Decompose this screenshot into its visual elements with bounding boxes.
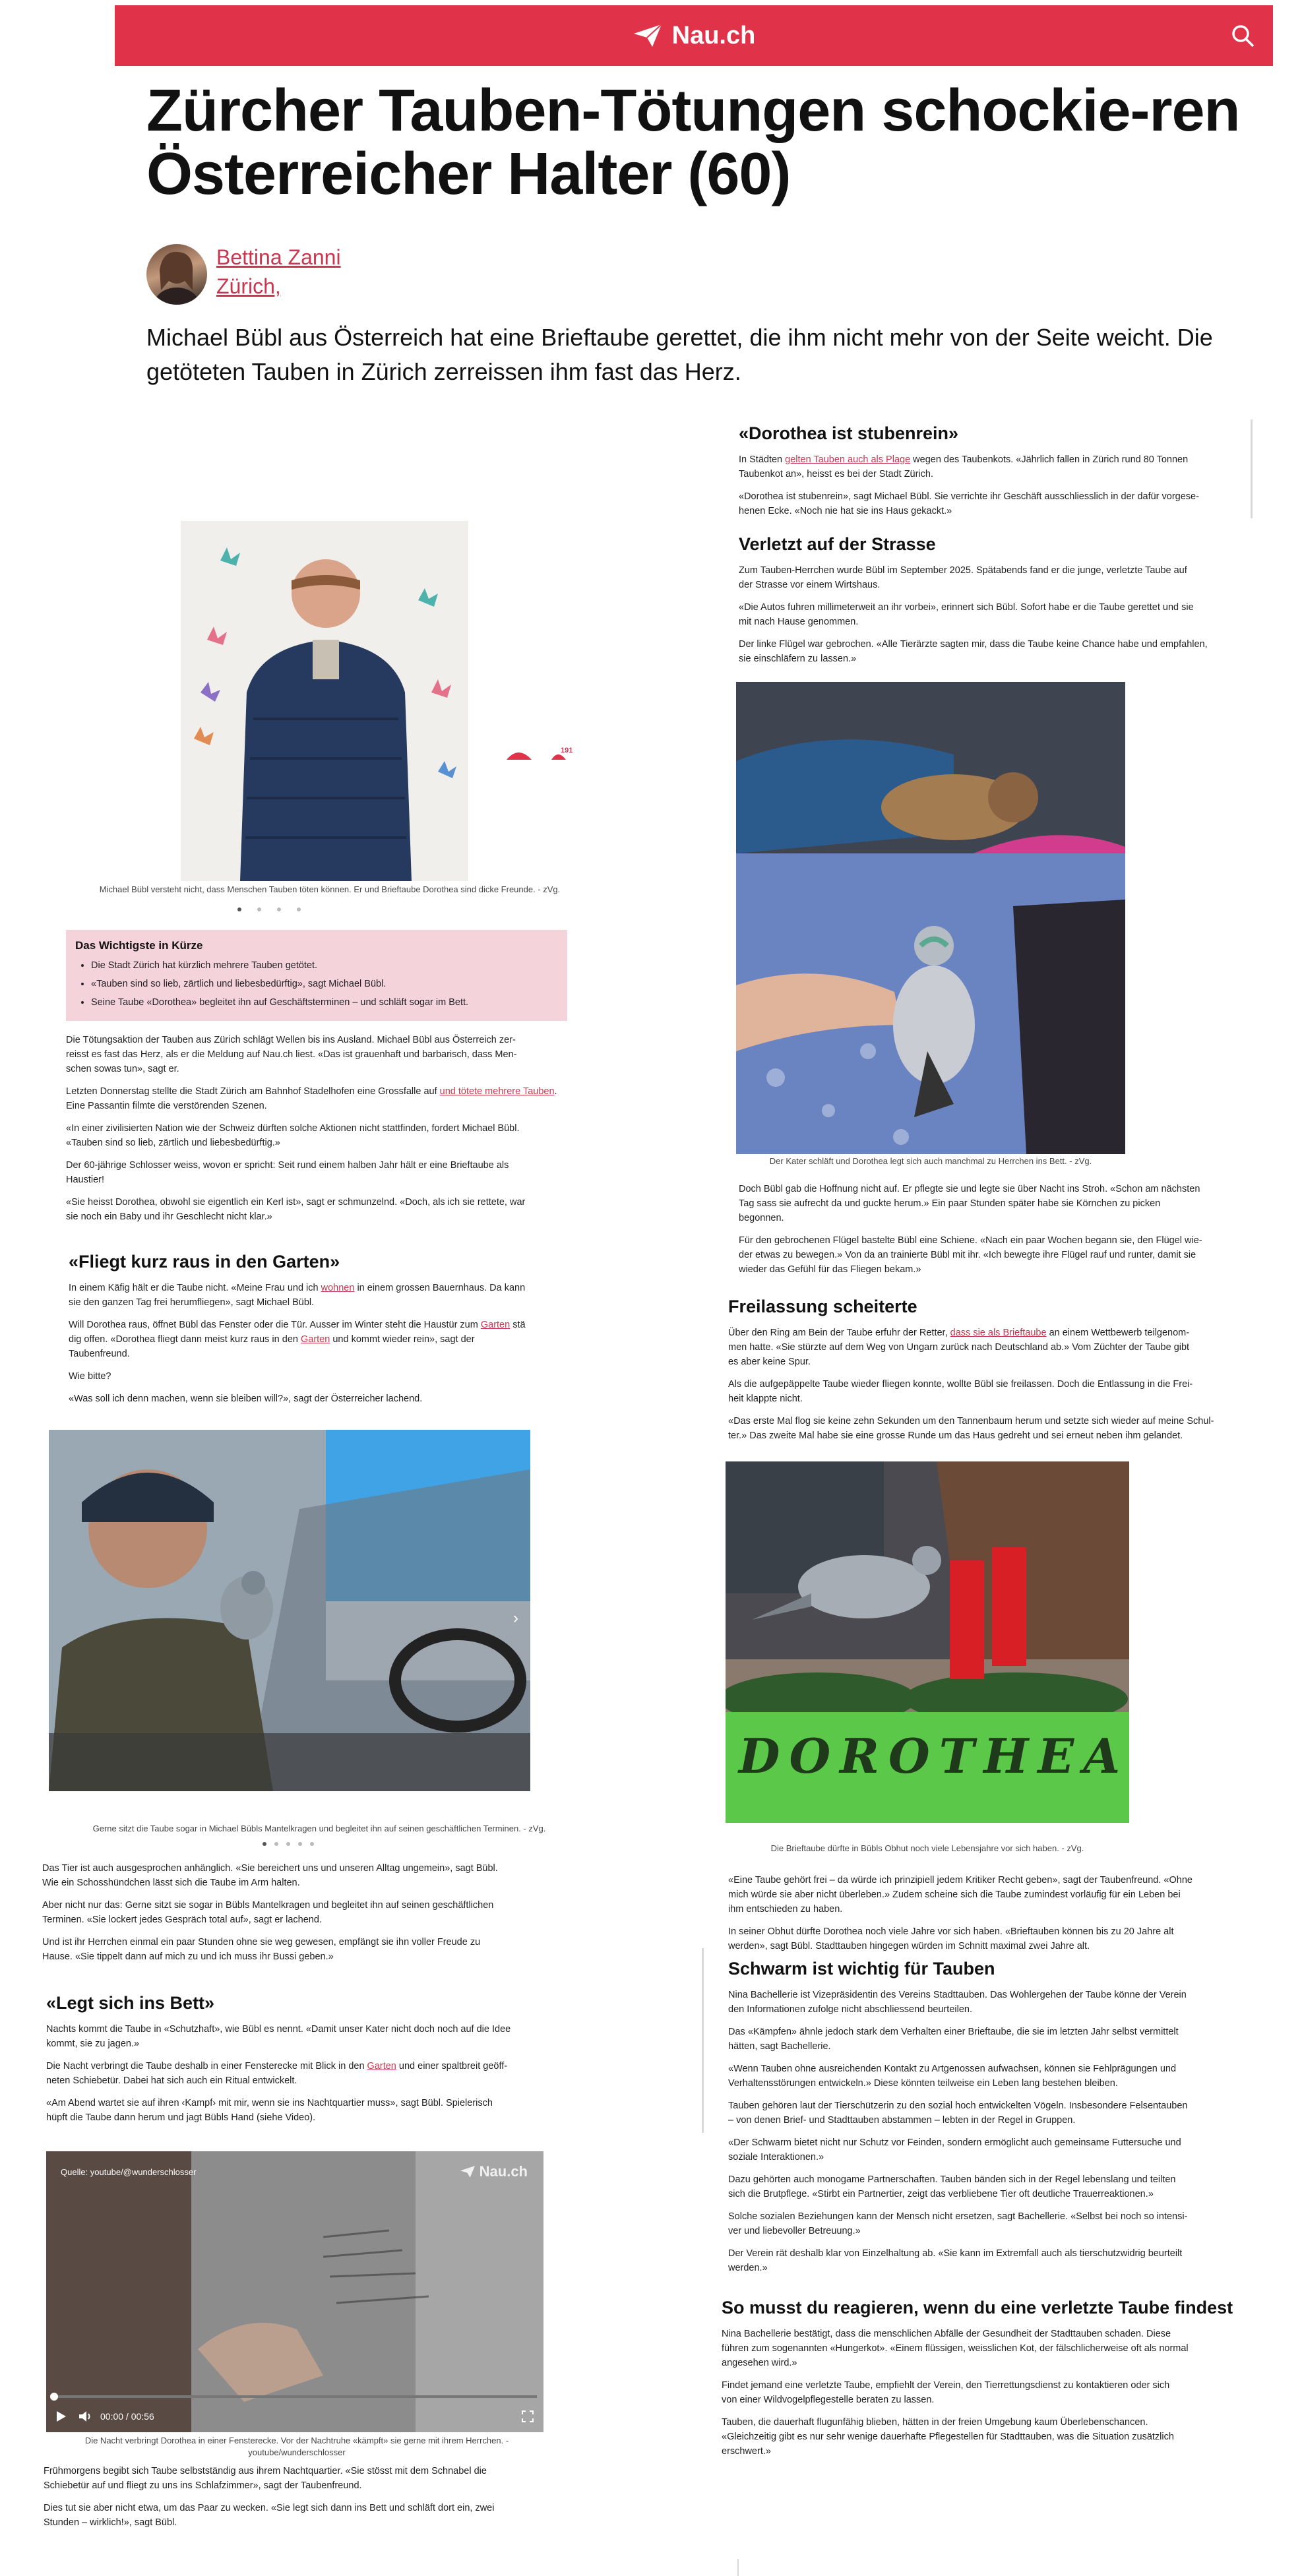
photo-cat-pigeon-bed: [736, 682, 1125, 1154]
article-lead: Michael Bübl aus Österreich hat eine Brieftaube gerettet, die ihm nicht mehr von der Seite weicht. Die getöteten Tauben in Zürich zerreissen ihm fast das Herz.: [146, 324, 1213, 385]
right-body-5: [728, 1873, 1256, 1953]
paragraph: Will Dorothea raus, öffnet Bübl das Fenster oder die Tür. Ausser im Winter steht die Haustür zum Garten stä dig offen. «Dorothea fliegt dann meist kurz raus in den Garten und kommt wieder rein», sagt der Taubenfreund.: [69, 1320, 526, 1359]
paragraph: Aber nicht nur das: Gerne sitzt sie sogar in Bübls Mantelkragen und begleitet ihn auf seinen geschäftlichen Terminen. «Sie lockert jedes Gespräch total auf», sagt er lachend.: [42, 1900, 494, 1925]
scroll-rail: [737, 2559, 739, 2576]
paragraph: Das Tier ist auch ausgesprochen anhänglich. «Sie bereichert uns und unseren Alltag ungemein», sagt Bübl. Wie ein Schosshündchen lässt sich die Taube im Arm halten.: [42, 1863, 498, 1888]
video-caption: Die Nacht verbringt Dorothea in einer Fensterecke. Vor der Nachtruhe «kämpft» sie gerne mit ihrem Herrchen. - youtube/wunderschlosser: [84, 2436, 509, 2457]
link-plage[interactable]: gelten Tauben auch als Plage: [785, 454, 911, 465]
paragraph: Doch Bübl gab die Hoffnung nicht auf. Er pflegte sie und legte sie über Nacht ins Stroh. «Schon am nächsten Tag sass sie aufrecht da und guckte herum.» Ein paar Stunden später habe sie Körnchen zu picken begonnen.: [739, 1184, 1200, 1223]
photo-caption: Michael Bübl versteht nicht, dass Menschen Tauben töten können. Er und Brieftaube Dorothea sind dicke Freunde. - zVg.: [99, 884, 561, 894]
paragraph: Das «Kämpfen» ähnle jedoch stark dem Verhalten einer Brieftaube, die sie im letzten Jahr selbst vermittelt hätten, sagt Bachellerie.: [728, 2027, 1179, 2052]
video-logo: Nau.ch: [460, 2163, 528, 2180]
photo-pigeon-candles: [726, 1461, 1129, 1823]
search-icon[interactable]: [1231, 24, 1255, 47]
paragraph: «Der Schwarm bietet nicht nur Schutz vor Feinden, sondern ermöglicht auch gemeinsame Futtersuche und soziale Interaktionen.»: [728, 2137, 1181, 2162]
fullscreen-icon[interactable]: [521, 2410, 534, 2423]
summary-item: • Seine Taube «Dorothea» begleitet ihn auf Geschäftsterminen – und schläft sogar im Bett.: [91, 993, 468, 1012]
paragraph: Für den gebrochenen Flügel bastelte Bübl eine Schiene. «Nach ein paar Wochen begann sie, den Flügel wie- der etwas zu bewegen.» Von da an trainierte Bübl mit ihr. «Ich bewegte ihre Flügel rauf und runter, damit sie wieder das Gefühl für das Fliegen bekam.»: [739, 1235, 1202, 1275]
paragraph: «Dorothea ist stubenrein», sagt Michael Bübl. Sie verrichte ihr Geschäft ausschliesslich in der dafür vorgese- henen Ecke. «Noch nie hat sie ins Haus gekackt.»: [739, 491, 1199, 516]
photo-caption: Der Kater schläft und Dorothea legt sich auch manchmal zu Herrchen ins Bett. - zVg.: [769, 1156, 1092, 1166]
author-link[interactable]: Bettina Zanni: [216, 245, 341, 269]
paragraph: Wie bitte?: [69, 1371, 111, 1382]
section-heading: Verletzt auf der Strasse: [739, 534, 936, 554]
paragraph: Nina Bachellerie bestätigt, dass die menschlichen Abfälle der Gesundheit der Stadttauben schaden. Diese führen zum sogenannten «Hungerkot». «Einem flüssigen, weisslichen Kot, der fälschlicherweise oft als normal angesehen wird.»: [722, 2329, 1189, 2368]
article-title: Zürcher Tauben-Tötungen schockie-ren Österreicher Halter (60): [146, 78, 1240, 207]
paragraph: In seiner Obhut dürfte Dorothea noch viele Jahre vor sich haben. «Brieftauben können bis zu 20 Jahre alt werden», sagt Bübl. Stadttauben hingegen würden im Schnitt maximal zwei Jahre alt.: [728, 1926, 1174, 1951]
paragraph: «Am Abend wartet sie auf ihren ‹Kampf› mit mir, wenn sie ins Nachtquartier muss», sagt Bübl. Spielerisch hüpft die Taube dann herum und jagt Bübls Hand (siehe Video).: [46, 2098, 493, 2123]
paragraph: Nachts kommt die Taube in «Schutzhaft», wie Bübl es nennt. «Damit unser Kater nicht doch noch auf die Idee kommt, sie zu jagen.»: [46, 2024, 511, 2049]
section-heading: «Legt sich ins Bett»: [46, 1993, 215, 2013]
paragraph: «Sie heisst Dorothea, obwohl sie eigentlich ein Kerl ist», sagt er schmunzelnd. «Doch, als ich sie rettete, war sie noch ein Baby und ihr Geschlecht nicht klar.»: [66, 1197, 526, 1222]
section-heading: «Dorothea ist stubenrein»: [739, 423, 959, 443]
right-body-1: [739, 452, 1260, 518]
right-body-3: [739, 1182, 1260, 1277]
left-body-4: [46, 2022, 561, 2125]
paragraph: Findet jemand eine verletzte Taube, empfiehlt der Verein, den Tierrettungsdienst zu kontaktieren oder sich von einer Wildvogelpflegestelle beraten zu lassen.: [722, 2380, 1170, 2405]
paragraph: Der linke Flügel war gebrochen. «Alle Tierärzte sagten mir, dass die Taube keine Chance habe und empfahlen, sie einschläfern zu lassen.»: [739, 639, 1208, 664]
section-heading: Schwarm ist wichtig für Tauben: [728, 1959, 995, 1978]
paragraph: Die Tötungsaktion der Tauben aus Zürich schlägt Wellen bis ins Ausland. Michael Bübl aus Österreich zer- reisst es fast das Herz, als er die Meldung auf Nau.ch liest. «Das ist grauenhaft und barbarisch, dass Men- schen sowas tun», sagt er.: [66, 1035, 517, 1074]
handwritten-sign: DOROTHEA: [739, 1728, 1129, 1784]
paragraph: «Eine Taube gehört frei – da würde ich prinzipiell jedem Kritiker Recht geben», sagt der Taubenfreund. «Ohne mich würde sie aber nicht überleben.» Zudem scheine sich die Taube zumindest vorläufig für ein Leben bei ihm entschieden zu haben.: [728, 1875, 1193, 1915]
link-wohnen[interactable]: wohnen: [321, 1283, 355, 1293]
video-progress-bar[interactable]: [53, 2395, 537, 2398]
section-heading: «Fliegt kurz raus in den Garten»: [69, 1252, 340, 1272]
photo-man-portrait: [181, 521, 468, 881]
photo-caption: Gerne sitzt die Taube sogar in Michael Bübls Mantelkragen und begleitet ihn auf seinen geschäftlichen Terminen. - zVg.: [92, 1824, 546, 1833]
link-garten[interactable]: Garten: [300, 1334, 330, 1345]
left-body-1: [66, 1033, 574, 1224]
paragraph: In Städten gelten Tauben auch als Plage wegen des Taubenkots. «Jährlich fallen in Zürich rund 80 Tonnen Taubenkot an», heisst es bei der Stadt Zürich.: [739, 454, 1189, 479]
section-heading: Freilassung scheiterte: [728, 1297, 917, 1316]
link-brieftaube[interactable]: dass sie als Brieftaube: [950, 1328, 1047, 1338]
summary-item: • «Tauben sind so lieb, zärtlich und liebesbedürftig», sagt Michael Bübl.: [91, 975, 468, 993]
paragraph: Dazu gehörten auch monogame Partnerschaften. Tauben bänden sich in der Regel lebenslang und teilten sich die Brutpflege. «Stirbt ein Partnertier, zeigt das verbliebene Tier oft deutliche Trauerreaktionen.»: [728, 2174, 1176, 2199]
paragraph: Die Nacht verbringt die Taube deshalb in einer Fensterecke mit Blick in den Garten und einer spaltbreit geöff- neten Schiebetür. Dabei hat sich auch ein Ritual entwickelt.: [46, 2061, 508, 2086]
photo-man-car-pigeon: [49, 1430, 530, 1791]
left-body-3: [42, 1861, 563, 1964]
paper-plane-icon: [460, 2165, 476, 2178]
section-heading: So musst du reagieren, wenn du eine verletzte Taube findest: [722, 2298, 1233, 2317]
paragraph: Nina Bachellerie ist Vizepräsidentin des Vereins Stadttauben. Das Wohlergehen der Taube könne der Verein den Informationen zufolge nicht abschliessend beurteilen.: [728, 1990, 1187, 2015]
carousel-next-arrow[interactable]: ›: [513, 1609, 518, 1627]
summary-box: [66, 930, 567, 1021]
video-player[interactable]: [46, 2151, 543, 2432]
location-link[interactable]: Zürich,: [216, 274, 281, 298]
scroll-rail: [702, 1948, 704, 2133]
paragraph: Als die aufgepäppelte Taube wieder fliegen konnte, wollte Bübl sie freilassen. Doch die Entlassung in die Frei- heit klappte nicht.: [728, 1379, 1193, 1404]
right-body-7: [722, 2327, 1256, 2459]
paragraph: «Die Autos fuhren millimeterweit an ihr vorbei», erinnert sich Bübl. Sofort habe er die Taube gerettet und sie mit nach Hause genommen.: [739, 602, 1194, 627]
paragraph: Über den Ring am Bein der Taube erfuhr der Retter, dass sie als Brieftaube an einem Wettbewerb teilgenom- men hatte. «Sie stürzte auf dem Weg von Ungarn zurück nach Deutschland ab.» Vom Züchter der Taube gibt es aber keine Spur.: [728, 1328, 1190, 1367]
reaction-badge[interactable]: [501, 745, 587, 761]
site-logo[interactable]: [115, 5, 1273, 66]
paragraph: «Wenn Tauben ohne ausreichenden Kontakt zu Artgenossen aufwachsen, können sie Fehlprägungen und Verhaltensstörungen entwickeln.» Diese könnten teilweise ein Leben lang bestehen bleiben.: [728, 2064, 1177, 2089]
carousel-dots: [263, 1842, 328, 1847]
paragraph: «In einer zivilisierten Nation wie der Schweiz dürften solche Aktionen nicht stattfinden, fordert Michael Bübl. «Tauben sind so lieb, zärtlich und liebesbedürftig.»: [66, 1123, 520, 1148]
reaction-count: 191: [561, 747, 573, 754]
paragraph: In einem Käfig hält er die Taube nicht. «Meine Frau und ich wohnen in einem grossen Bauernhaus. Da kann sie den ganzen Tag frei herumfliegen», sagt Michael Bübl.: [69, 1283, 526, 1308]
link-garten[interactable]: Garten: [367, 2061, 396, 2071]
paragraph: «Was soll ich denn machen, wenn sie bleiben will?», sagt der Österreicher lachend.: [69, 1394, 423, 1404]
paragraph: Und ist ihr Herrchen einmal ein paar Stunden ohne sie weg gewesen, empfängt sie ihn voller Freude zu Hause. «Sie tippelt dann auf mich zu und ich muss ihr Bussi geben.»: [42, 1937, 481, 1962]
volume-icon[interactable]: [78, 2410, 92, 2423]
play-icon[interactable]: [55, 2410, 67, 2423]
right-body-2: [739, 563, 1260, 666]
paragraph: Der Verein rät deshalb klar von Einzelhaltung ab. «Sie kann im Extremfall auch als tierschutzwidrig beurteilt werden.»: [728, 2248, 1183, 2273]
video-scrubber[interactable]: [50, 2393, 58, 2401]
link-garten[interactable]: Garten: [480, 1320, 511, 1330]
author-avatar: [146, 244, 207, 305]
paragraph: Tauben gehören laut der Tierschützerin zu den sozial hoch entwickelten Vögeln. Insbesondere Felsentauben – von denen Brief- und Stadttauben abstammen – lebten in der Regel in Gruppen.: [728, 2101, 1188, 2126]
right-body-4: [728, 1326, 1256, 1443]
photo-caption: Die Brieftaube dürfte in Bübls Obhut noch viele Lebensjahre vor sich haben. - zVg.: [770, 1843, 1084, 1853]
paragraph: «Das erste Mal flog sie keine zehn Sekunden um den Tannenbaum herum und setzte sich wieder auf meine Schul- ter.» Das zweite Mal habe sie eine grosse Runde um das Haus gedreht und sei erneut neben ihm gelandet.: [728, 1416, 1214, 1441]
logo-text: Nau.ch: [671, 21, 756, 49]
paragraph: Frühmorgens begibt sich Taube selbstständig aus ihrem Nachtquartier. «Sie stösst mit dem Schnabel die Schiebetür auf und fliegt zu uns ins Schlafzimmer», sagt der Taubenfreund.: [44, 2466, 487, 2491]
paragraph: Tauben, die dauerhaft flugunfähig blieben, hätten in der freien Umgebung kaum Überlebenschancen. «Gleichzeitig gibt es nur sehr wenige dauerhafte Pflegestellen für Stadttauben, was die Situation zusätzlich erschwert.»: [722, 2417, 1174, 2457]
summary-item: • Die Stadt Zürich hat kürzlich mehrere Tauben getötet.: [91, 956, 468, 975]
left-body-5: [44, 2464, 565, 2530]
summary-title: Das Wichtigste in Kürze: [75, 939, 203, 952]
paper-plane-icon: [633, 23, 663, 48]
carousel-dots: [237, 907, 343, 913]
video-time: 00:00 / 00:56: [100, 2411, 154, 2422]
paragraph: Dies tut sie aber nicht etwa, um das Paar zu wecken. «Sie legt sich dann ins Bett und schläft dort ein, zwei Stunden – wirklich!», sagt Bübl.: [44, 2503, 495, 2528]
paragraph: Zum Tauben-Herrchen wurde Bübl im September 2025. Spätabends fand er die junge, verletzte Taube auf der Strasse vor einem Wirtshaus.: [739, 565, 1187, 590]
paragraph: Solche sozialen Beziehungen kann der Mensch nicht ersetzen, sagt Bachellerie. «Selbst bei noch so intensi- ver und liebevoller Betreuung.»: [728, 2211, 1188, 2236]
paragraph: Der 60-jährige Schlosser weiss, wovon er spricht: Seit rund einem halben Jahr hält er eine Brieftaube als Haustier!: [66, 1160, 509, 1185]
left-body-2: [69, 1281, 576, 1406]
paragraph: Letzten Donnerstag stellte die Stadt Zürich am Bahnhof Stadelhofen eine Grossfalle auf und tötete mehrere Tauben. Eine Passantin filmte die verstörenden Szenen.: [66, 1086, 557, 1111]
site-header: [115, 5, 1273, 66]
link-toetete-tauben[interactable]: und tötete mehrere Tauben: [439, 1086, 555, 1097]
right-body-6: [728, 1988, 1256, 2275]
video-source-label: Quelle: youtube/@wunderschlosser: [61, 2167, 197, 2177]
